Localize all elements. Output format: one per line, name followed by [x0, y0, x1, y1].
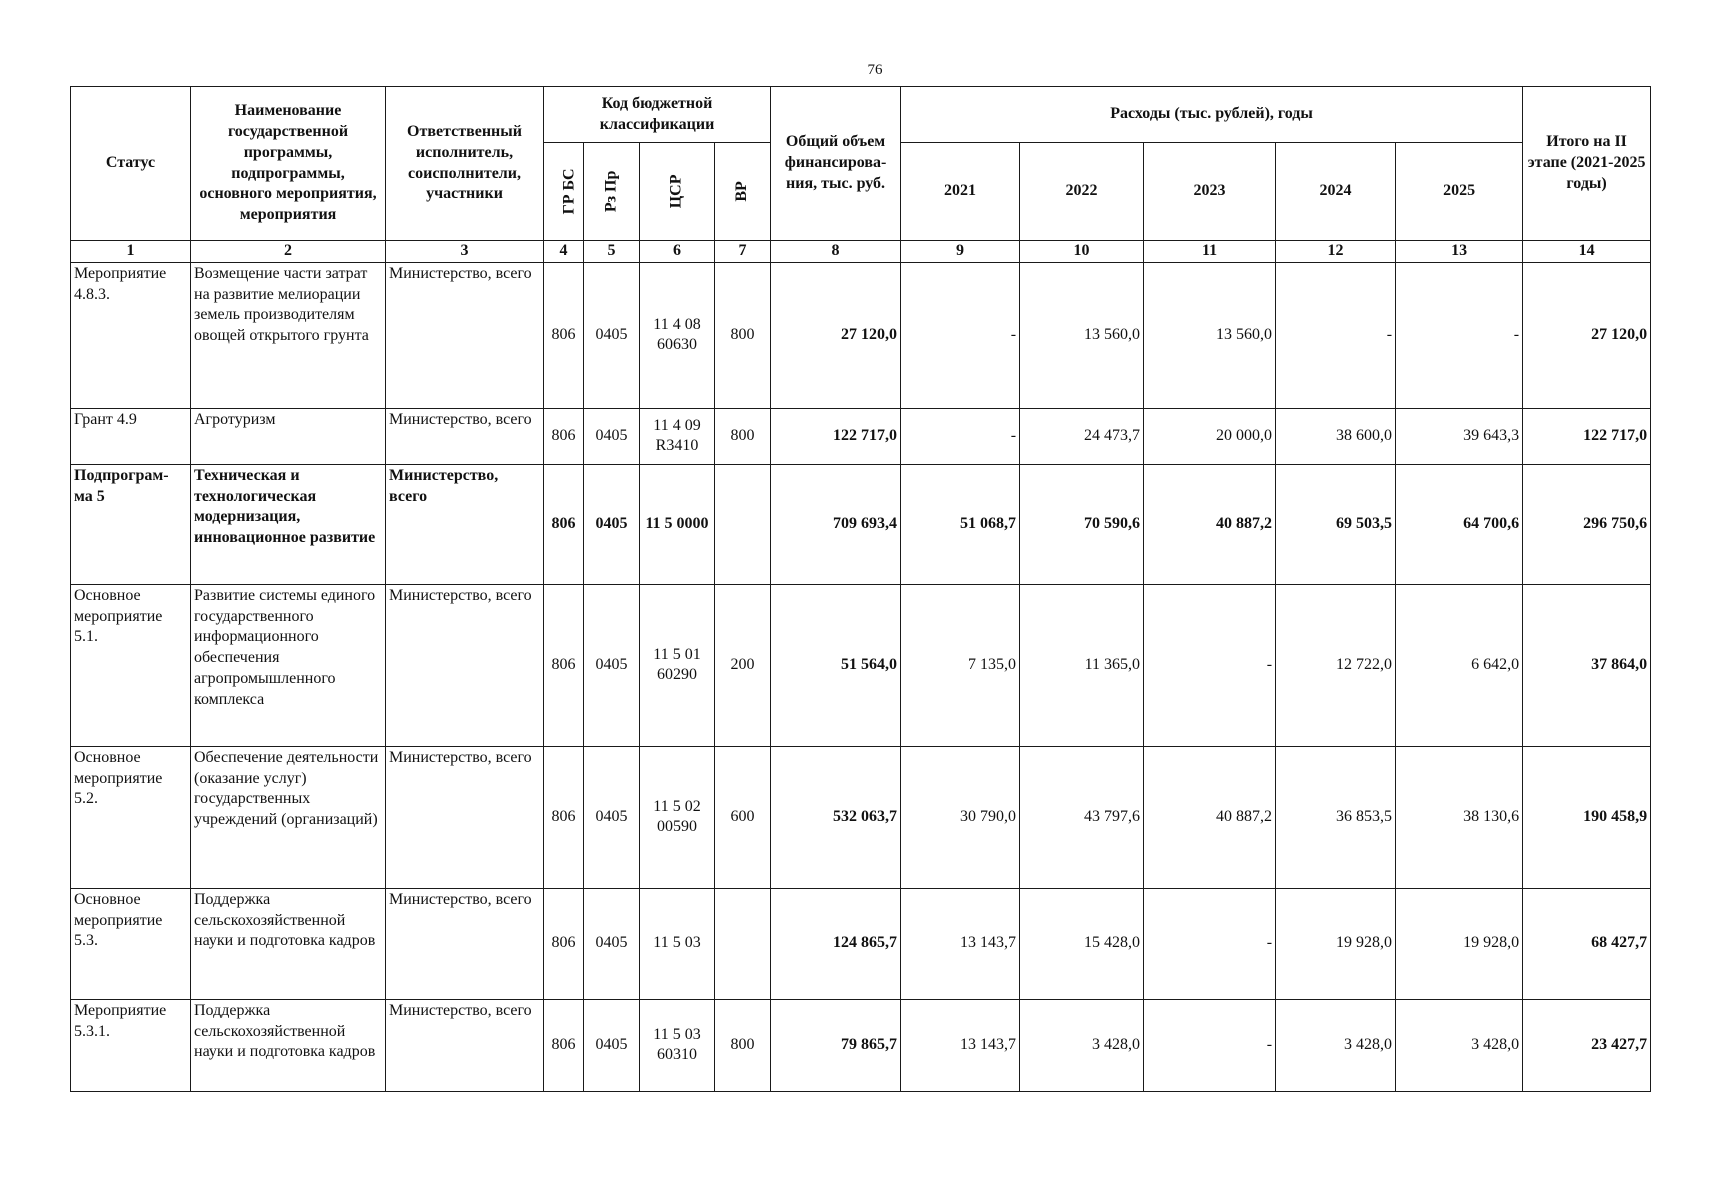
cell-2022: 24 473,7 — [1020, 408, 1144, 464]
cell-grbs: 806 — [544, 584, 584, 746]
column-number: 10 — [1020, 241, 1144, 263]
column-number: 1 — [71, 241, 191, 263]
cell-name: Поддержка сельскохозяйственной науки и подготовка кадров — [191, 888, 386, 999]
cell-2024: - — [1276, 262, 1396, 408]
cell-total: 709 693,4 — [771, 464, 901, 584]
column-number: 3 — [386, 241, 544, 263]
cell-2024: 69 503,5 — [1276, 464, 1396, 584]
cell-2023: - — [1144, 999, 1276, 1091]
cell-status: Основное мероприятие 5.1. — [71, 584, 191, 746]
cell-2025: 6 642,0 — [1396, 584, 1523, 746]
table-row — [71, 408, 1651, 464]
header-total-volume: Общий объем финансирова-ния, тыс. руб. — [771, 87, 901, 241]
budget-table — [70, 86, 1651, 1092]
cell-2023: - — [1144, 888, 1276, 999]
cell-name: Обеспечение деятельности (оказание услуг) государственных учреждений (организаций) — [191, 746, 386, 888]
cell-2025: 3 428,0 — [1396, 999, 1523, 1091]
cell-status: Мероприятие 5.3.1. — [71, 999, 191, 1091]
cell-2023: 20 000,0 — [1144, 408, 1276, 464]
cell-2024: 12 722,0 — [1276, 584, 1396, 746]
cell-csr: 11 5 03 — [640, 888, 715, 999]
cell-2023: 40 887,2 — [1144, 464, 1276, 584]
table-row — [71, 464, 1651, 584]
cell-rzpr: 0405 — [584, 408, 640, 464]
header-name: Наименование государственной программы, подпрограммы, основного мероприятия, мероприятия — [191, 87, 386, 241]
cell-grbs: 806 — [544, 408, 584, 464]
table-row — [71, 584, 1651, 746]
cell-csr: 11 4 09 R3410 — [640, 408, 715, 464]
column-number: 7 — [715, 241, 771, 263]
cell-2022: 11 365,0 — [1020, 584, 1144, 746]
cell-stage-total: 37 864,0 — [1523, 584, 1651, 746]
cell-rzpr: 0405 — [584, 464, 640, 584]
cell-csr: 11 5 01 60290 — [640, 584, 715, 746]
cell-vr: 600 — [715, 746, 771, 888]
header-responsible: Ответственный исполнитель, соисполнители, участники — [386, 87, 544, 241]
table-row — [71, 999, 1651, 1091]
cell-rzpr: 0405 — [584, 262, 640, 408]
cell-name: Возмещение части затрат на развитие мелиорации земель производителям овощей открытого грунта — [191, 262, 386, 408]
cell-rzpr: 0405 — [584, 746, 640, 888]
cell-2021: - — [901, 262, 1020, 408]
cell-csr: 11 4 08 60630 — [640, 262, 715, 408]
cell-vr: 800 — [715, 408, 771, 464]
cell-status: Основное мероприятие 5.3. — [71, 888, 191, 999]
column-number: 11 — [1144, 241, 1276, 263]
cell-name: Поддержка сельскохозяйственной науки и подготовка кадров — [191, 999, 386, 1091]
header-csr: ЦСР — [640, 143, 715, 241]
cell-total: 532 063,7 — [771, 746, 901, 888]
table-row — [71, 262, 1651, 408]
cell-grbs: 806 — [544, 262, 584, 408]
cell-name: Агротуризм — [191, 408, 386, 464]
header-status: Статус — [71, 87, 191, 241]
cell-2022: 3 428,0 — [1020, 999, 1144, 1091]
header-vr: ВР — [715, 143, 771, 241]
cell-responsible: Министерство, всего — [386, 584, 544, 746]
cell-2021: 13 143,7 — [901, 999, 1020, 1091]
header-year-2023: 2023 — [1144, 143, 1276, 241]
cell-total: 79 865,7 — [771, 999, 901, 1091]
cell-vr: 200 — [715, 584, 771, 746]
cell-responsible: Министерство, всего — [386, 999, 544, 1091]
cell-vr — [715, 888, 771, 999]
cell-2023: - — [1144, 584, 1276, 746]
cell-status: Грант 4.9 — [71, 408, 191, 464]
header-year-2024: 2024 — [1276, 143, 1396, 241]
cell-name: Техническая и технологическая модернизация, инновационное развитие — [191, 464, 386, 584]
cell-stage-total: 23 427,7 — [1523, 999, 1651, 1091]
cell-total: 27 120,0 — [771, 262, 901, 408]
cell-csr: 11 5 03 60310 — [640, 999, 715, 1091]
cell-csr: 11 5 02 00590 — [640, 746, 715, 888]
cell-name: Развитие системы единого государственного информационного обеспечения агропромышленного комплекса — [191, 584, 386, 746]
cell-stage-total: 190 458,9 — [1523, 746, 1651, 888]
cell-grbs: 806 — [544, 464, 584, 584]
cell-status: Мероприятие 4.8.3. — [71, 262, 191, 408]
cell-total: 122 717,0 — [771, 408, 901, 464]
cell-responsible: Министерство, всего — [386, 746, 544, 888]
header-rzpr: Рз Пр — [584, 143, 640, 241]
cell-2024: 3 428,0 — [1276, 999, 1396, 1091]
column-number: 2 — [191, 241, 386, 263]
cell-2021: 13 143,7 — [901, 888, 1020, 999]
column-number: 13 — [1396, 241, 1523, 263]
header-year-2021: 2021 — [901, 143, 1020, 241]
cell-csr: 11 5 0000 — [640, 464, 715, 584]
column-number: 8 — [771, 241, 901, 263]
cell-stage-total: 68 427,7 — [1523, 888, 1651, 999]
cell-2025: 19 928,0 — [1396, 888, 1523, 999]
header-year-2025: 2025 — [1396, 143, 1523, 241]
cell-2025: - — [1396, 262, 1523, 408]
table-row — [71, 746, 1651, 888]
cell-stage-total: 122 717,0 — [1523, 408, 1651, 464]
cell-stage-total: 296 750,6 — [1523, 464, 1651, 584]
column-number-row — [71, 241, 1651, 263]
cell-2021: 30 790,0 — [901, 746, 1020, 888]
cell-2023: 40 887,2 — [1144, 746, 1276, 888]
cell-2022: 70 590,6 — [1020, 464, 1144, 584]
cell-grbs: 806 — [544, 746, 584, 888]
cell-total: 124 865,7 — [771, 888, 901, 999]
column-number: 14 — [1523, 241, 1651, 263]
cell-2025: 38 130,6 — [1396, 746, 1523, 888]
cell-rzpr: 0405 — [584, 584, 640, 746]
header-budget-code: Код бюджетной классификации — [544, 87, 771, 143]
cell-2022: 15 428,0 — [1020, 888, 1144, 999]
cell-2022: 13 560,0 — [1020, 262, 1144, 408]
cell-status: Подпрограм-ма 5 — [71, 464, 191, 584]
cell-stage-total: 27 120,0 — [1523, 262, 1651, 408]
cell-responsible: Министерство, всего — [386, 888, 544, 999]
table-header — [71, 87, 1651, 241]
column-number: 5 — [584, 241, 640, 263]
cell-vr — [715, 464, 771, 584]
cell-2021: - — [901, 408, 1020, 464]
cell-grbs: 806 — [544, 999, 584, 1091]
cell-status: Основное мероприятие 5.2. — [71, 746, 191, 888]
cell-2022: 43 797,6 — [1020, 746, 1144, 888]
cell-2025: 39 643,3 — [1396, 408, 1523, 464]
header-expenses: Расходы (тыс. рублей), годы — [901, 87, 1523, 143]
cell-rzpr: 0405 — [584, 888, 640, 999]
cell-2023: 13 560,0 — [1144, 262, 1276, 408]
cell-2021: 7 135,0 — [901, 584, 1020, 746]
header-grbs: ГР БС — [544, 143, 584, 241]
column-number: 12 — [1276, 241, 1396, 263]
column-number: 9 — [901, 241, 1020, 263]
cell-2024: 36 853,5 — [1276, 746, 1396, 888]
cell-responsible: Министерство, всего — [386, 464, 544, 584]
cell-2024: 38 600,0 — [1276, 408, 1396, 464]
cell-2024: 19 928,0 — [1276, 888, 1396, 999]
cell-vr: 800 — [715, 262, 771, 408]
cell-grbs: 806 — [544, 888, 584, 999]
column-number: 6 — [640, 241, 715, 263]
cell-responsible: Министерство, всего — [386, 408, 544, 464]
column-number: 4 — [544, 241, 584, 263]
cell-rzpr: 0405 — [584, 999, 640, 1091]
cell-2021: 51 068,7 — [901, 464, 1020, 584]
header-year-2022: 2022 — [1020, 143, 1144, 241]
header-stage-total: Итого на II этапе (2021-2025 годы) — [1523, 87, 1651, 241]
cell-vr: 800 — [715, 999, 771, 1091]
page-number: 76 — [867, 62, 883, 78]
table-row — [71, 888, 1651, 999]
cell-2025: 64 700,6 — [1396, 464, 1523, 584]
cell-total: 51 564,0 — [771, 584, 901, 746]
cell-responsible: Министерство, всего — [386, 262, 544, 408]
